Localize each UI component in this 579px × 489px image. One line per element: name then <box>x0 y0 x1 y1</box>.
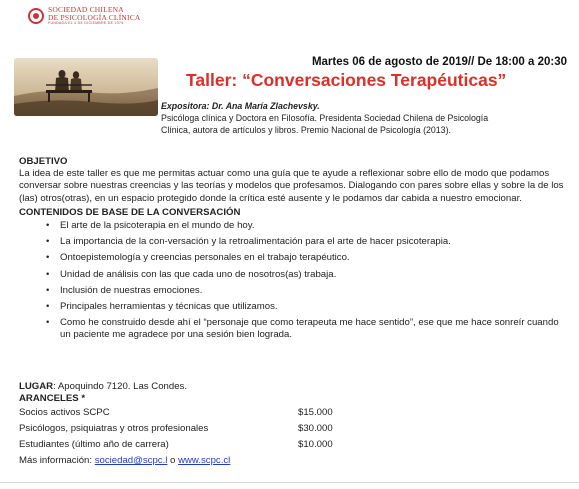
fee-price: $15.000 <box>298 407 333 418</box>
speaker-bio-line-2: Clínica, autora de artículos y libros. Premio Nacional de Psicología (2013). <box>161 125 451 135</box>
logo-subtitle: FUNDADA EL 4 DE DICIEMBRE DE 1974 <box>48 21 124 25</box>
fee-row <box>19 439 419 453</box>
website-link[interactable]: www.scpc.cl <box>178 455 231 466</box>
objective-heading: OBJETIVO <box>19 156 68 167</box>
objective-text: La idea de este taller es que me permitas actuar como una guía que te ayude a reflexionar sobre ello de modo que podamos conversar sobre nuestras creencias y las teorías y modelos que profesamos. Dialogando con pares sobre ellas y sobre la de los (las) otros(otras), en un espacio protegido donde la crítica esté ausente y le podamos dar cabida a nuestro emocionar. <box>19 168 564 204</box>
contents-list <box>19 220 567 342</box>
fee-row <box>19 423 419 437</box>
location-value: : Apoquindo 7120. Las Condes. <box>53 381 187 392</box>
list-item: • Inclusión de nuestras emociones. <box>60 285 567 297</box>
logo-line-2: DE PSICOLOGÍA CLÍNICA <box>48 12 141 22</box>
list-item: • El arte de la psicoterapia en el mundo de hoy. <box>60 220 567 232</box>
couple-on-bench-photo <box>14 58 158 116</box>
fee-label: Psicólogos, psiquiatras y otros profesionales <box>19 423 209 434</box>
speaker-bio-line-1: Psicóloga clínica y Doctora en Filosofía. Presidenta Sociedad Chilena de Psicología <box>161 113 489 123</box>
fees-heading: ARANCELES * <box>19 393 86 404</box>
page-divider <box>0 482 579 483</box>
speaker-info <box>161 100 561 136</box>
logo-line-1: SOCIEDAD CHILENA <box>48 5 124 14</box>
more-info-separator: o <box>167 455 179 466</box>
list-item: • Principales herramientas y técnicas que utilizamos. <box>60 301 567 313</box>
society-logo-icon <box>28 8 44 24</box>
fee-row <box>19 407 419 421</box>
society-logo <box>28 6 141 26</box>
list-item: • Como he construido desde ahí el “personaje que como terapeuta me hace sentido”, ese que me hace sonreír cuando un paciente me agradece por una sesión bien lograda. <box>60 317 567 341</box>
event-date: Martes 06 de agosto de 2019// De 18:00 a 20:30 <box>311 56 567 68</box>
workshop-description <box>19 156 567 346</box>
list-item: • Ontoepistemología y creencias personales en el trabajo terapéutico. <box>60 252 567 264</box>
list-item: • La importancia de la con-versación y la retroalimentación para el arte de hacer psicoterapia. <box>60 236 567 248</box>
fee-label: Socios activos SCPC <box>19 407 110 418</box>
location-label: LUGAR <box>19 381 54 392</box>
fee-label: Estudiantes (último año de carrera) <box>19 439 169 450</box>
more-info <box>19 455 419 467</box>
more-info-label: Más información: <box>19 455 95 466</box>
speaker-label: Expositora: Dr. Ana María Zlachevsky. <box>161 101 320 111</box>
page-title: Taller: “Conversaciones Terapéuticas” <box>186 70 507 90</box>
event-details <box>19 381 419 467</box>
fee-price: $10.000 <box>298 439 333 450</box>
contents-heading: CONTENIDOS DE BASE DE LA CONVERSACIÓN <box>19 206 241 218</box>
email-link[interactable]: sociedad@scpc.l <box>94 455 168 466</box>
fee-price: $30.000 <box>298 423 333 434</box>
location-line <box>19 381 419 393</box>
list-item: • Unidad de análisis con las que cada uno de nosotros(as) trabaja. <box>60 269 567 281</box>
